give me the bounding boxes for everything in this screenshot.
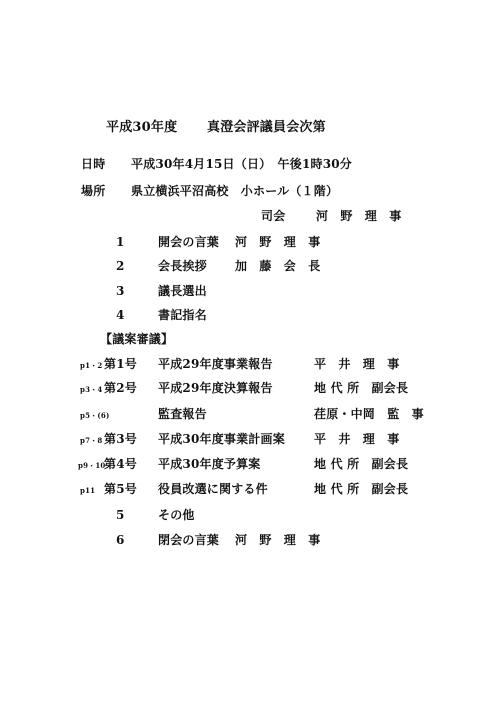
agenda-page-ref: p7・8 [80,436,103,445]
item-label: 議長選出 [158,284,207,298]
item-label: その他 [158,508,195,522]
agenda-page-ref: p3・4 [80,385,103,394]
agenda-number: 第5号 [104,482,137,496]
agenda-number: 第2号 [104,381,137,395]
item-label: 閉会の言葉 [158,533,220,547]
agenda-page-ref: p1・2 [80,361,103,370]
agenda-label: 平成29年度決算報告 [158,381,273,395]
agenda-label: 平成29年度事業報告 [158,357,273,371]
chair-role: 司会 [261,209,286,223]
agenda-number: 第3号 [104,432,137,446]
agenda-person: 平 井 理 事 [314,357,400,371]
section-heading: 【議案審議】 [100,332,174,346]
item-number: 1 [116,235,125,249]
agenda-person: 地 代 所 副会長 [314,457,409,471]
agenda-person: 平 井 理 事 [314,432,400,446]
agenda-label: 平成30年度事業計画案 [158,432,285,446]
agenda-label: 役員改選に関する件 [158,482,268,496]
agenda-person: 荏原・中岡 監 事 [314,407,424,421]
agenda-person: 地 代 所 副会長 [314,482,409,496]
agenda-number: 第1号 [104,357,137,371]
item-person: 河 野 理 事 [235,235,321,249]
item-person: 河 野 理 事 [235,533,321,547]
title-year: 平成30年度 [106,120,178,135]
item-label: 会長挨拶 [158,259,207,273]
datetime-label: 日時 [81,157,106,171]
datetime-value: 平成30年4月15日（日） 午後1時30分 [131,157,352,171]
item-number: 2 [116,259,125,273]
item-number: 4 [116,308,125,322]
item-number: 3 [116,284,125,298]
item-label: 書記指名 [158,308,207,322]
item-number: 5 [116,508,125,522]
place-value: 県立横浜平沼高校 小ホール（１階） [131,184,339,198]
item-person: 加 藤 会 長 [235,259,321,273]
agenda-label: 平成30年度予算案 [158,457,261,471]
item-number: 6 [116,533,125,547]
agenda-label: 監査報告 [158,407,207,421]
chair-name: 河 野 理 事 [316,209,402,223]
agenda-page-ref: p5・(6) [80,411,110,420]
agenda-number: 第4号 [104,457,137,471]
title-name: 真澄会評議員会次第 [207,120,326,135]
item-label: 開会の言葉 [158,235,220,249]
agenda-person: 地 代 所 副会長 [314,381,409,395]
place-label: 場所 [81,184,106,198]
agenda-page-ref: p9・10 [78,461,106,470]
agenda-page-ref: p11 [80,486,96,495]
